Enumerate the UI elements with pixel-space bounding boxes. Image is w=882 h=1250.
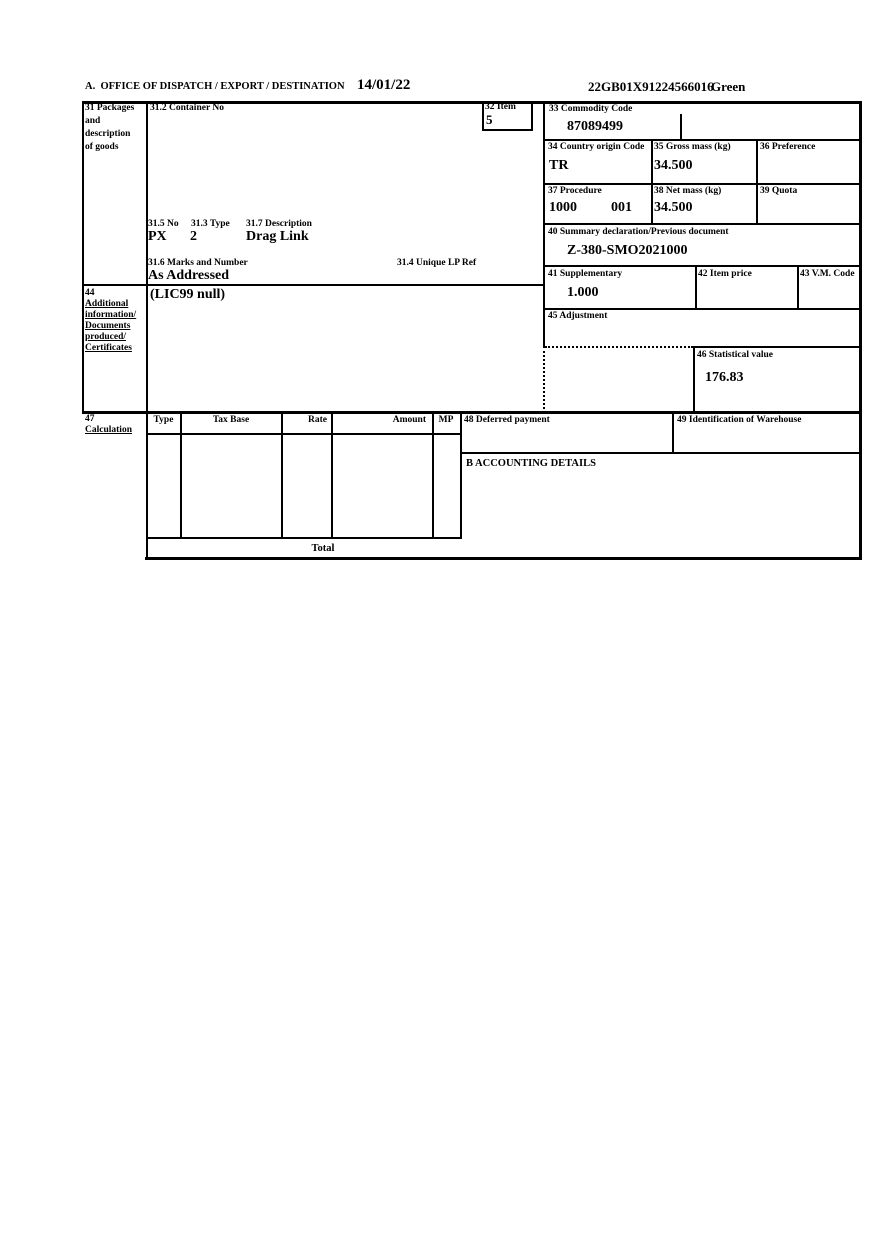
row48-bottom-border	[460, 452, 862, 454]
box37-label: 37 Procedure	[548, 186, 602, 196]
box33-label: 33 Commodity Code	[549, 104, 633, 114]
calc-right-border	[460, 411, 462, 539]
box46-top-border	[693, 346, 862, 348]
box33-bottom-border	[545, 139, 862, 141]
accounting-details-label: B ACCOUNTING DETAILS	[466, 458, 596, 469]
col36-left-border	[756, 139, 758, 225]
calc-col3-divider	[331, 411, 333, 539]
box46-left-border	[693, 346, 695, 413]
box40-label: 40 Summary declaration/Previous document	[548, 227, 729, 237]
box45-label: 45 Adjustment	[548, 311, 608, 321]
box35-label: 35 Gross mass (kg)	[654, 142, 731, 152]
box35-value: 34.500	[654, 158, 693, 173]
row34-bottom-border	[545, 183, 862, 185]
item-type-value: 2	[190, 229, 197, 244]
row41-bottom-border	[545, 308, 862, 310]
item-description-label: 31.7 Description	[246, 219, 312, 229]
dotted-left-divider	[543, 346, 545, 413]
box34-value: TR	[549, 158, 569, 173]
box48-label: 48 Deferred payment	[464, 415, 550, 425]
center-divider	[543, 101, 545, 348]
box32-value: 5	[486, 112, 493, 127]
box31-label-line3: description	[85, 129, 131, 139]
box38-label: 38 Net mass (kg)	[654, 186, 722, 196]
section-a-title: A. OFFICE OF DISPATCH / EXPORT / DESTINATION	[85, 81, 345, 92]
box31-label-line4: of goods	[85, 142, 119, 152]
routing-indicator: Green	[711, 79, 746, 94]
row37-bottom-border	[545, 223, 862, 225]
box32-bottom-border	[482, 129, 533, 131]
box47-label: Calculation	[85, 425, 132, 435]
box44-label-line2: information/	[85, 310, 137, 320]
box32-left-border	[482, 101, 484, 131]
box34-label: 34 Country origin Code	[548, 142, 645, 152]
box32-right-border	[531, 101, 533, 131]
box37-value-2: 001	[611, 200, 632, 215]
form-left-border	[82, 101, 84, 413]
calc-col-mp-header: MP	[438, 415, 454, 425]
item-type-label: 31.3 Type	[191, 219, 230, 229]
calc-total-label: Total	[311, 543, 335, 554]
calc-col-tax-base-header: Tax Base	[212, 415, 250, 425]
box40-value: Z-380-SMO2021000	[567, 243, 688, 258]
box42-label: 42 Item price	[698, 269, 752, 279]
box31-label-line2: and	[85, 116, 101, 126]
calc-col-type-header: Type	[153, 415, 174, 425]
col35-left-border	[651, 139, 653, 225]
box46-value: 176.83	[705, 370, 744, 385]
box33-subdivision-line	[680, 114, 682, 141]
calc-col2-divider	[281, 411, 283, 539]
box37-value-1: 1000	[549, 200, 577, 215]
box44-label-line4: produced/	[85, 332, 127, 342]
box44-label-line5: Certificates	[85, 343, 132, 353]
calc-header-bottom-border	[147, 433, 462, 435]
box44-number: 44	[85, 288, 95, 298]
calc-col4-divider	[432, 411, 434, 539]
box49-label: 49 Identification of Warehouse	[677, 415, 802, 425]
box43-left-border	[797, 265, 799, 310]
dispatch-date: 14/01/22	[357, 77, 411, 93]
box44-top-border	[82, 284, 545, 286]
box41-value: 1.000	[567, 285, 599, 300]
box44-label-line1: Additional	[85, 299, 129, 309]
box42-left-border	[695, 265, 697, 310]
calc-col-rate-header: Rate	[308, 415, 327, 425]
box33-value: 87089499	[567, 119, 623, 134]
box38-value: 34.500	[654, 200, 693, 215]
label-column-divider	[146, 101, 148, 559]
form-right-border	[859, 101, 862, 559]
box39-label: 39 Quota	[760, 186, 798, 196]
mid-form-border	[82, 411, 862, 414]
movement-reference-number: 22GB01X91224566016	[588, 79, 714, 94]
box47-number: 47	[85, 414, 95, 424]
box44-label-line3: Documents	[85, 321, 131, 331]
box44-value: (LIC99 null)	[150, 287, 226, 302]
box31-label-line1: 31 Packages	[85, 103, 135, 113]
form-bottom-border	[145, 557, 862, 560]
item-marks-value: As Addressed	[148, 268, 230, 283]
item-marks-label: 31.6 Marks and Number	[148, 258, 248, 268]
box49-left-border	[672, 411, 674, 454]
item-no-value: PX	[148, 229, 167, 244]
calc-col-amount-header: Amount	[392, 415, 426, 425]
box41-label: 41 Supplementary	[548, 269, 623, 279]
box46-label: 46 Statistical value	[697, 350, 773, 360]
calc-body-bottom-border	[147, 537, 462, 539]
box43-label: 43 V.M. Code	[800, 269, 855, 279]
box31-2-label: 31.2 Container No	[150, 103, 224, 113]
item-description-value: Drag Link	[246, 229, 309, 244]
box32-label: 32 Item	[485, 102, 516, 112]
box45-dotted-bottom-border	[545, 346, 693, 348]
box40-bottom-border	[545, 265, 862, 267]
item-unique-lp-label: 31.4 Unique LP Ref	[397, 258, 477, 268]
calc-col1-divider	[180, 411, 182, 539]
box36-label: 36 Preference	[760, 142, 816, 152]
item-no-label: 31.5 No	[148, 219, 179, 229]
